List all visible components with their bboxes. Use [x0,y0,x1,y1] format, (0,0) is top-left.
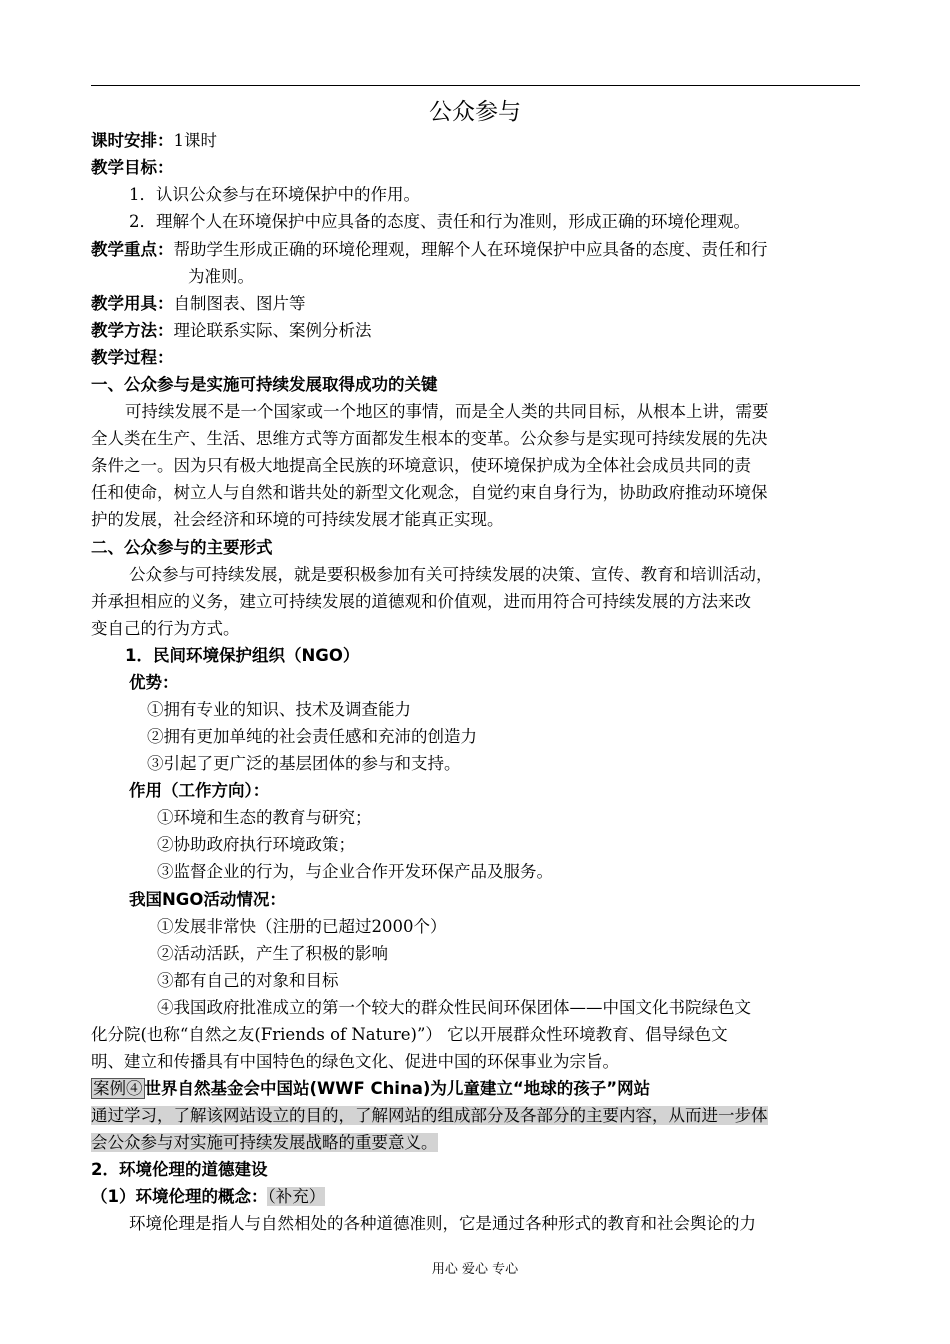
ngo-heading: 1．民间环境保护组织（NGO） [125,646,360,665]
section1-paragraph-line: 全人类在生产、生活、思维方式等方面都发生根本的变革。公众参与是实现可持续发展的先决 [91,429,768,448]
section1-paragraph-line: 护的发展，社会经济和环境的可持续发展才能真正实现。 [91,510,504,529]
role-label: 作用（工作方向）： [129,781,270,800]
page-footer: 用心 爱心 专心 [431,1262,519,1277]
advantage-item: ③引起了更广泛的基层团体的参与和支持。 [147,754,461,773]
section2-paragraph-line: 公众参与可持续发展，就是要积极参加有关可持续发展的决策、宣传、教育和培训活动， [129,565,773,584]
advantage-item: ①拥有专业的知识、技术及调查能力 [147,700,411,719]
method-value: 理论联系实际、案例分析法 [173,321,372,340]
china-ngo-label: 我国NGO活动情况： [129,890,286,909]
advantage-item: ②拥有更加单纯的社会责任感和充沛的创造力 [147,727,477,746]
china-ngo-item-cont: 化分院(也称“自然之友(Friends of Nature)”） 它以开展群众性环境教育、倡导绿色文 [91,1025,728,1044]
section2-paragraph-line: 并承担相应的义务，建立可持续发展的道德观和价值观，进而用符合可持续发展的方法来改 [91,592,751,611]
section1-paragraph-line: 任和使命，树立人与自然和谐共处的新型文化观念，自觉约束自身行为，协助政府推动环境保 [91,483,768,502]
case-line [91,1076,871,1102]
case-desc-line: 会公众参与对实施可持续发展战略的重要意义。 [91,1133,438,1152]
goal-1: 1．认识公众参与在环境保护中的作用。 [129,185,420,204]
section2-heading: 二、公众参与的主要形式 [91,538,273,557]
goal-2: 2．理解个人在环境保护中应具备的态度、责任和行为准则，形成正确的环境伦理观。 [129,212,750,231]
role-item: ①环境和生态的教育与研究； [157,808,372,827]
china-ngo-item: ②活动活跃，产生了积极的影响 [157,944,388,963]
china-ngo-item-cont: 明、建立和传播具有中国特色的绿色文化、促进中国的环保事业为宗旨。 [91,1052,619,1071]
schedule-label: 课时安排： [91,131,174,150]
tools-label: 教学用具： [91,294,174,313]
section2-paragraph-line: 变自己的行为方式。 [91,619,240,638]
china-ngo-item: ①发展非常快（注册的已超过2000个） [157,917,447,936]
focus-label: 教学重点： [91,240,174,259]
concept-label: （1）环境伦理的概念： [91,1187,268,1206]
tools-line [91,291,871,317]
schedule-line [91,128,871,154]
ethics-heading: 2．环境伦理的道德建设 [91,1160,268,1179]
method-line [91,318,871,344]
method-label: 教学方法： [91,321,174,340]
focus-line [91,237,871,263]
concept-line [91,1184,871,1210]
case-title: 世界自然基金会中国站(WWF China)为儿童建立“地球的孩子”网站 [144,1079,651,1098]
section1-paragraph-line: 可持续发展不是一个国家或一个地区的事情，而是全人类的共同目标，从根本上讲，需要 [125,402,769,421]
header-rule [91,85,860,86]
case-desc-line: 通过学习，了解该网站设立的目的，了解网站的组成部分及各部分的主要内容，从而进一步体 [91,1106,768,1125]
case-tag: 案例④ [93,1079,143,1098]
section1-paragraph-line: 条件之一。因为只有极大地提高全民族的环境意识，使环境保护成为全体社会成员共同的责 [91,456,751,475]
tools-value: 自制图表、图片等 [173,294,306,313]
schedule-value: 1课时 [173,131,217,150]
focus-text: 帮助学生形成正确的环境伦理观，理解个人在环境保护中应具备的态度、责任和行 [173,240,768,259]
role-item: ②协助政府执行环境政策； [157,835,355,854]
concept-text: 环境伦理是指人与自然相处的各种道德准则，它是通过各种形式的教育和社会舆论的力 [129,1214,756,1233]
section1-heading: 一、公众参与是实施可持续发展取得成功的关键 [91,375,438,394]
concept-note: （补充） [267,1187,326,1206]
role-item: ③监督企业的行为，与企业合作开发环保产品及服务。 [157,862,553,881]
page-title: 公众参与 [429,99,521,125]
china-ngo-item: ③都有自己的对象和目标 [157,971,339,990]
china-ngo-item: ④我国政府批准成立的第一个较大的群众性民间环保团体——中国文化书院绿色文 [157,998,751,1017]
process-label: 教学过程： [91,348,174,367]
advantages-label: 优势： [129,673,179,692]
focus-text-cont: 为准则。 [188,267,254,286]
goals-label: 教学目标： [91,158,174,177]
